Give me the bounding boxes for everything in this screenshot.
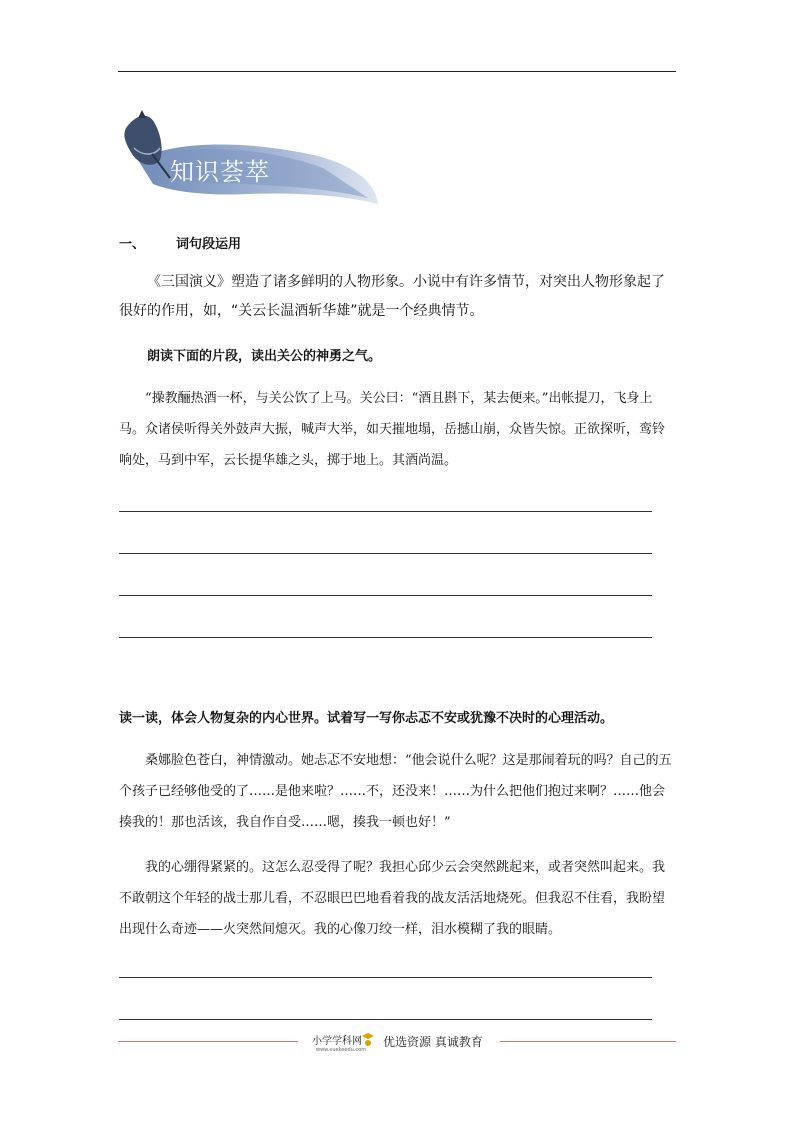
footer-logo-text: 小学学科网 [312,1036,362,1047]
intro-paragraph: 《三国演义》塑造了诸多鲜明的人物形象。小说中有许多情节，对突出人物形象起了很好的作用，如，“关云长温酒斩华雄”就是一个经典情节。 [119,274,665,319]
footer-logo [310,1032,380,1052]
instruction-inner-world: 读一读，体会人物复杂的内心世界。试着写一写你忐忑不安或犹豫不决时的心理活动。 [119,711,614,726]
footer-rule-left [118,1041,298,1042]
section-title: 词句段运用 [176,237,242,252]
answer-line-2[interactable] [119,553,652,554]
footer-logo-sub: www.xuekeedu.com [316,1047,367,1052]
answer-line-6[interactable] [119,1019,652,1020]
answer-line-3[interactable] [119,595,652,596]
banner-title: 知识荟萃 [170,158,270,186]
footer-rule-right [500,1041,676,1042]
footer-slogan: 优选资源 真诚教育 [383,1035,483,1049]
instruction-read-aloud: 朗读下面的片段，读出关公的神勇之气。 [147,349,382,364]
quote-guan-yu: “操教酾热酒一杯，与关公饮了上马。关公曰：“酒且斟下，某去便来。”出帐提刀，飞身上马。众诸侯听得关外鼓声大振，喊声大举，如天摧地塌，岳撼山崩，众皆失惊。正欲探听，鸾铃响处，马到中军，云长提华雄之头，掷于地上。其酒尚温。 [119,391,666,468]
header-rule [118,71,676,72]
quote-qiu-shaoyun: 我的心绷得紧紧的。这怎么忍受得了呢？我担心邱少云会突然跳起来，或者突然叫起来。我不敢朝这个年轻的战士那儿看，不忍眼巴巴地看着我的战友活活地烧死。但我忍不住看，我盼望出现什么奇迹——火突然间熄灭。我的心像刀绞一样，泪水模糊了我的眼睛。 [119,860,666,937]
quote-sanna: 桑娜脸色苍白，神情激动。她忐忑不安地想：“他会说什么呢？这是那闹着玩的吗？自己的五个孩子已经够他受的了……是他来啦？……不，还没来！……为什么把他们抱过来啊？……他会揍我的！那也活该，我自作自受……嗯，揍我一顿也好！” [119,753,672,830]
answer-line-1[interactable] [119,511,652,512]
answer-line-5[interactable] [119,977,652,978]
section-number: 一、 [119,237,146,252]
answer-line-4[interactable] [119,637,652,638]
